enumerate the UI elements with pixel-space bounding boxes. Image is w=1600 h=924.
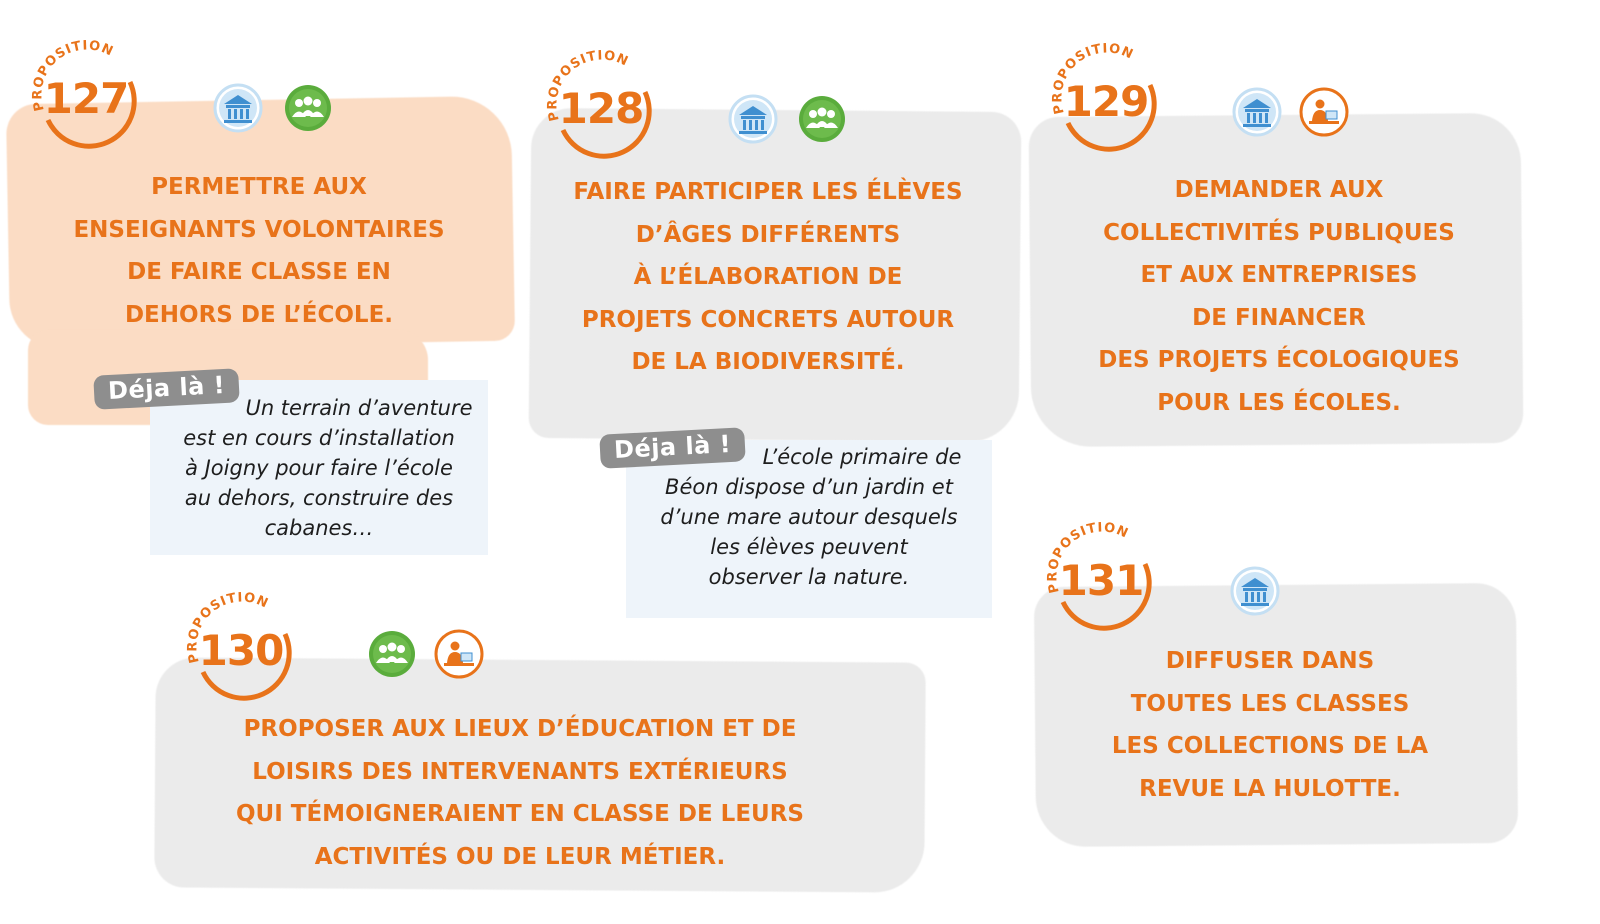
note-line: observer la nature. (708, 565, 910, 589)
title-line: LES COLLECTIONS DE LA (1111, 733, 1429, 759)
proposition-badge (30, 40, 142, 152)
note-line: d’une mare autour desquels (660, 505, 958, 529)
title-line: FAIRE PARTICIPER LES ÉLÈVES (573, 179, 963, 205)
title-line: DE FAIRE CLASSE EN (127, 259, 391, 285)
note-line: L’école primaire de (762, 445, 962, 469)
professional-icon (434, 629, 484, 679)
institution-icon (213, 83, 263, 133)
title-line: ACTIVITÉS OU DE LEUR MÉTIER. (314, 843, 726, 870)
title-line: COLLECTIVITÉS PUBLIQUES (1103, 219, 1455, 246)
proposition-title (1040, 640, 1500, 810)
proposition-number: 131 (1058, 556, 1144, 605)
institution-icon (1232, 87, 1282, 137)
note-line: Béon dispose d’un jardin et (665, 475, 953, 499)
title-line: TOUTES LES CLASSES (1130, 690, 1410, 717)
title-line: PERMETTRE AUX (151, 174, 367, 200)
proposition-title (18, 166, 500, 336)
note-line: est en cours d’installation (183, 426, 455, 450)
badge-word: PROPOSITION (545, 50, 631, 123)
title-line: LOISIRS DES INTERVENANTS EXTÉRIEURS (252, 758, 788, 785)
title-line: DE FINANCER (1192, 304, 1366, 331)
note-line: cabanes… (264, 516, 374, 540)
proposition-title (1048, 169, 1510, 424)
proposition-title (160, 708, 880, 878)
title-line: DEMANDER AUX (1174, 177, 1384, 203)
proposition-number: 128 (558, 84, 644, 133)
note-line: les élèves peuvent (710, 535, 908, 559)
note-line: au dehors, construire des (184, 486, 454, 510)
group-icon (797, 94, 847, 144)
proposition-number: 129 (1063, 77, 1149, 126)
proposition-badge (545, 50, 657, 162)
badge-word: PROPOSITION (1045, 522, 1131, 595)
title-line: PROJETS CONCRETS AUTOUR (581, 306, 955, 333)
proposition-title (538, 171, 998, 384)
title-line: PROPOSER AUX LIEUX D’ÉDUCATION ET DE (243, 716, 797, 742)
badge-word: PROPOSITION (1050, 43, 1136, 116)
title-line: DES PROJETS ÉCOLOGIQUES (1098, 347, 1460, 373)
title-line: REVUE LA HULOTTE. (1139, 775, 1401, 802)
deja-la-note (150, 380, 488, 555)
title-line: DIFFUSER DANS (1165, 648, 1375, 674)
badge-word: PROPOSITION (30, 40, 116, 113)
proposition-badge (185, 592, 297, 704)
deja-la-tag: Déja là ! (599, 427, 746, 469)
institution-icon (728, 94, 778, 144)
badge-word: PROPOSITION (185, 592, 271, 665)
proposition-number: 127 (43, 74, 129, 123)
title-line: ET AUX ENTREPRISES (1140, 262, 1418, 288)
institution-icon (1230, 566, 1280, 616)
deja-la-tag: Déja là ! (93, 368, 240, 410)
title-line: ENSEIGNANTS VOLONTAIRES (73, 216, 445, 243)
professional-icon (1299, 87, 1349, 137)
proposition-badge (1045, 522, 1157, 634)
title-line: D’ÂGES DIFFÉRENTS (635, 221, 901, 248)
title-line: DE LA BIODIVERSITÉ. (631, 349, 905, 375)
proposition-number: 130 (198, 626, 284, 675)
group-icon (283, 83, 333, 133)
note-line: à Joigny pour faire l’école (185, 456, 453, 480)
title-line: À L’ÉLABORATION DE (633, 264, 903, 290)
deja-la-note (626, 440, 992, 618)
note-line: Un terrain d’aventure (245, 396, 473, 420)
proposition-badge (1050, 43, 1162, 155)
group-icon (367, 629, 417, 679)
title-line: QUI TÉMOIGNERAIENT EN CLASSE DE LEURS (235, 801, 804, 827)
title-line: POUR LES ÉCOLES. (1157, 389, 1401, 416)
title-line: DEHORS DE L’ÉCOLE. (124, 301, 394, 328)
